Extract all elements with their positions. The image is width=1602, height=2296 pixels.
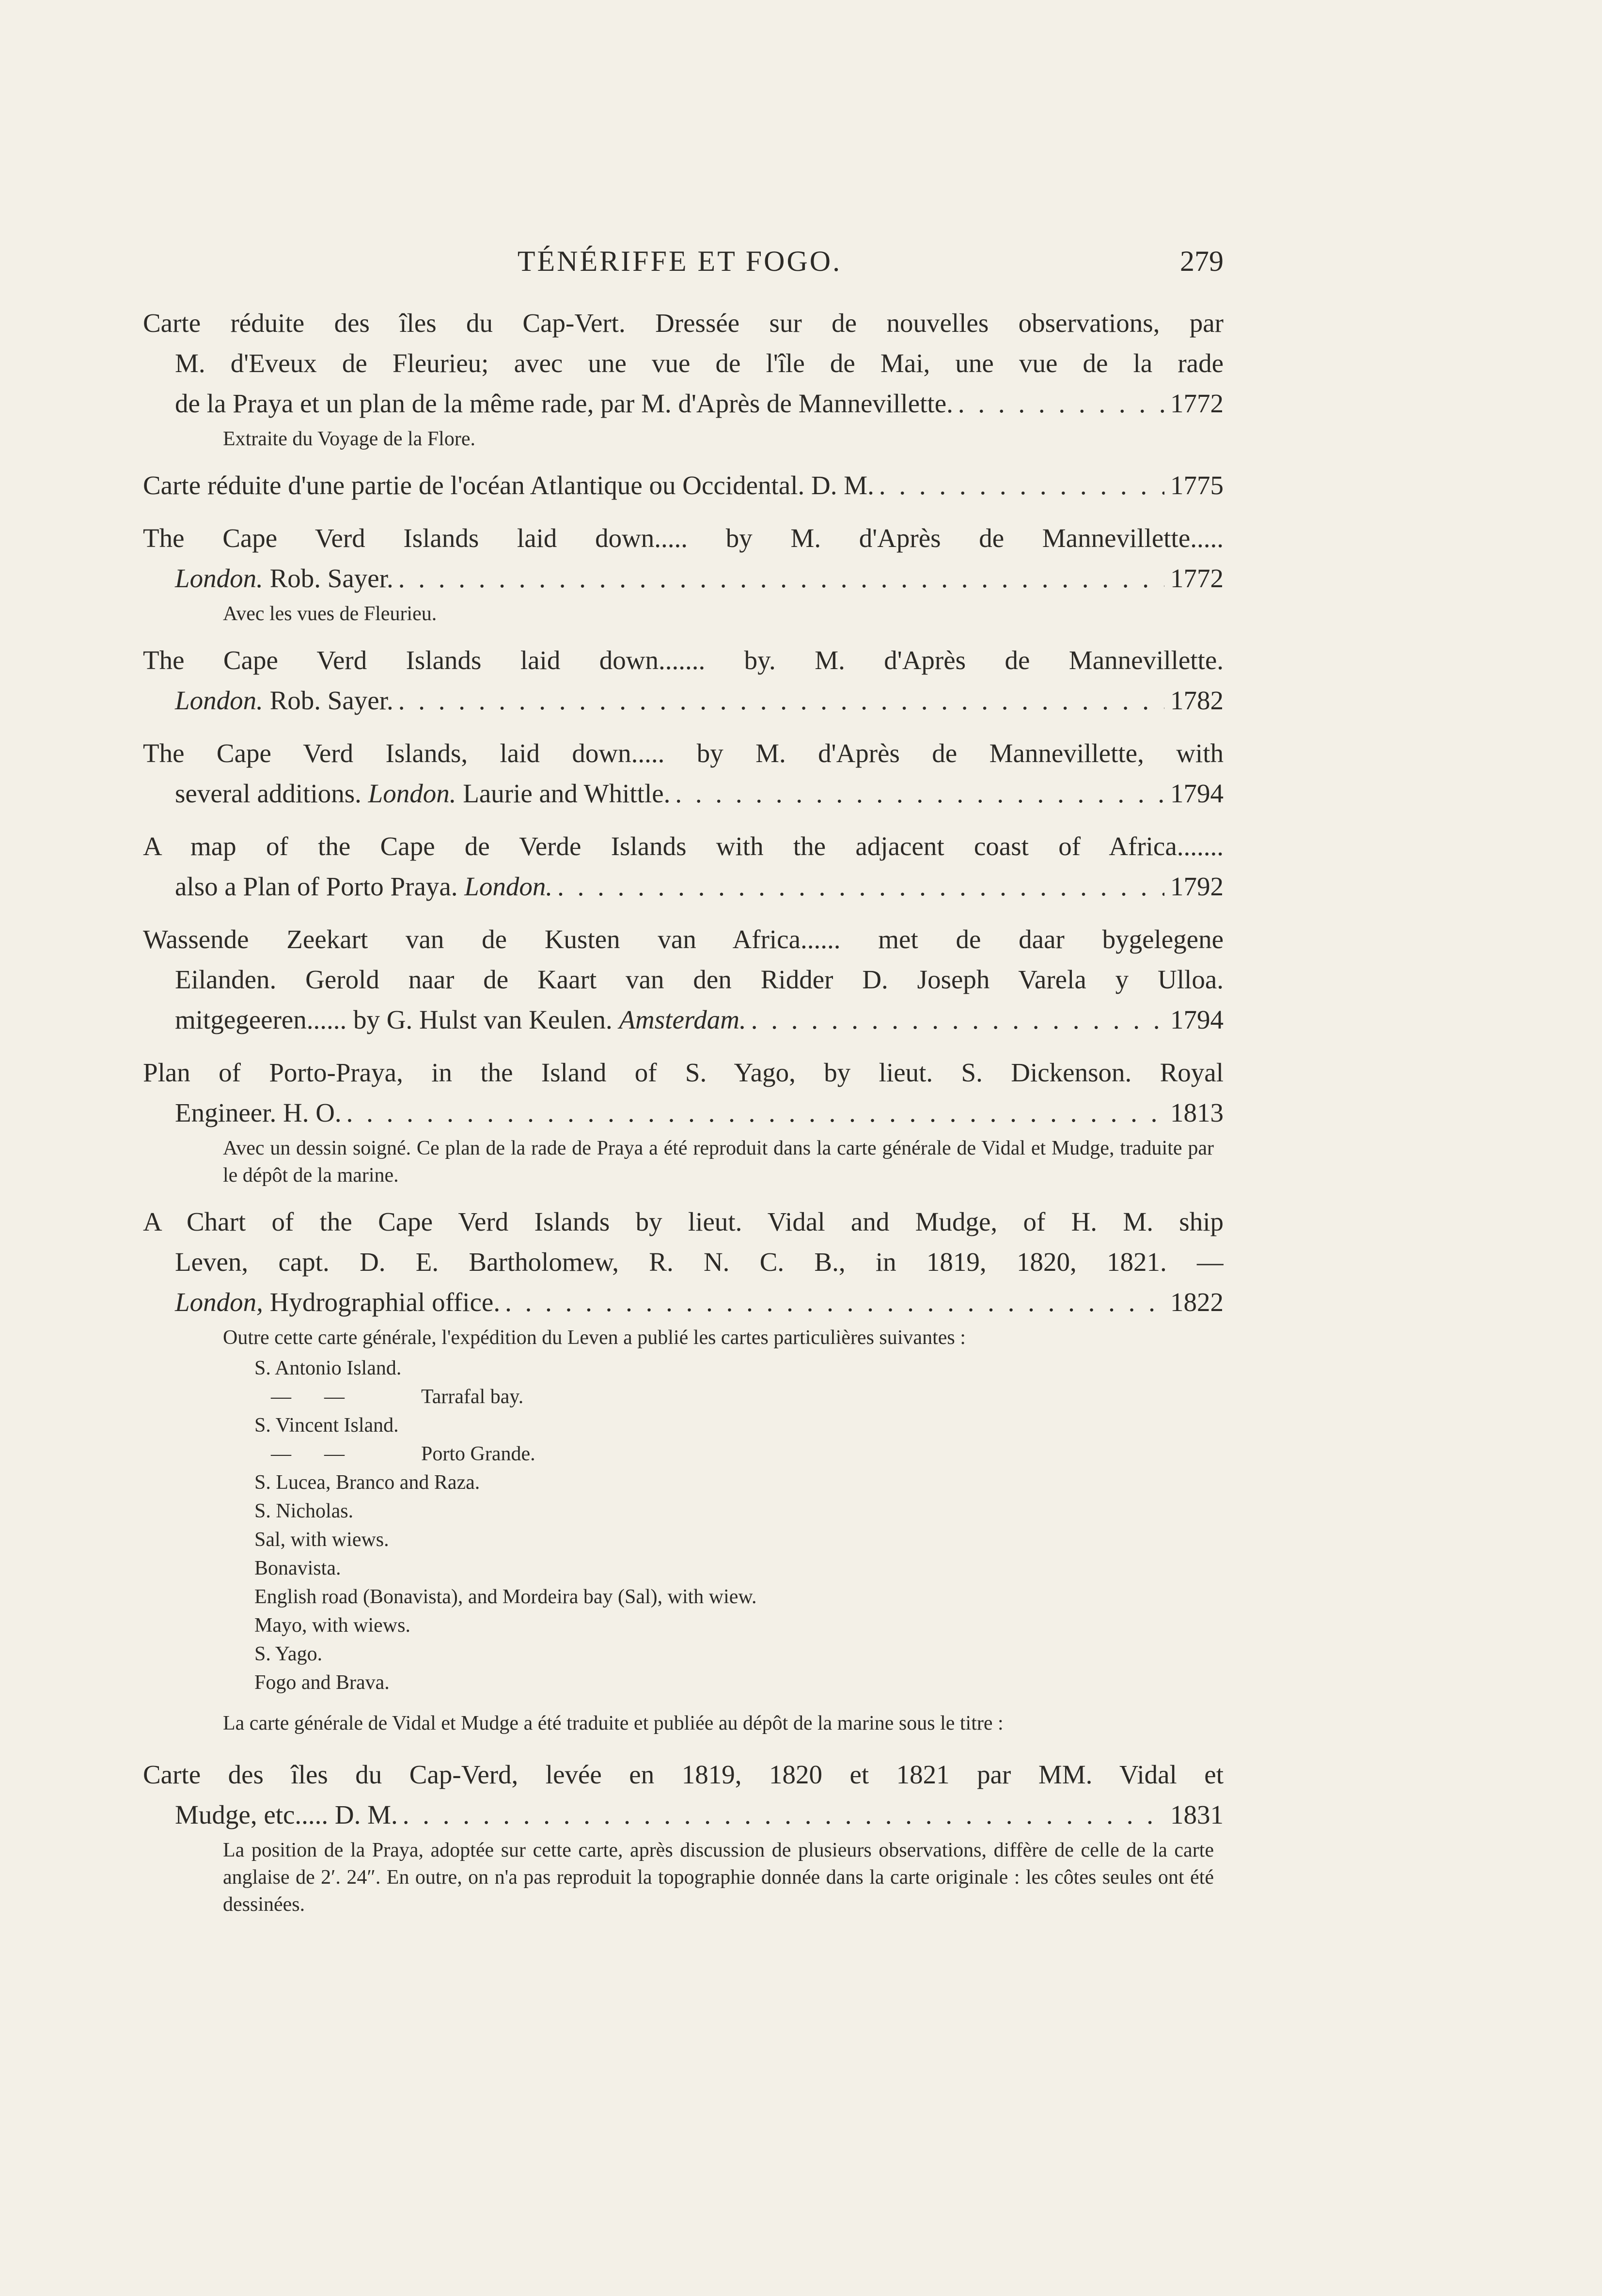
entry-text <box>175 1795 398 1835</box>
sublist-text: S. Vincent Island. <box>254 1414 399 1437</box>
entry-line: Wassende Zeekart van de Kusten van Africa...... met de daar bygelegene <box>143 924 1224 954</box>
entry-text-tail: Rob. Sayer. <box>263 563 393 593</box>
sublist-text: S. Yago. <box>254 1643 323 1665</box>
entry-place: London. <box>175 686 263 715</box>
entry-text <box>175 1282 500 1322</box>
sublist-item <box>254 1440 1224 1468</box>
sublist-text: S. Antonio Island. <box>254 1357 402 1379</box>
bibliography-entry <box>143 1754 1224 1918</box>
entry-year: 1794 <box>1170 1005 1224 1034</box>
page-header <box>136 245 1224 283</box>
entry-text <box>175 383 953 423</box>
ditto-dash: — <box>324 1386 345 1408</box>
entry-line: The Cape Verd Islands laid down....... by. M. d'Après de Mannevillette. <box>143 645 1224 675</box>
entry-year: 1813 <box>1170 1098 1224 1127</box>
bibliography-entry <box>143 640 1224 720</box>
entry-year: 1794 <box>1170 779 1224 808</box>
entry-text-lead: several additions. <box>175 779 368 808</box>
entry-last-line <box>143 1795 1224 1835</box>
bibliography-list <box>143 303 1224 1931</box>
entry-text-lead: also a Plan of Porto Praya. <box>175 872 465 901</box>
sublist-item <box>254 1411 1224 1440</box>
dot-leader <box>398 1795 1164 1835</box>
entry-text <box>175 558 393 598</box>
entry-place: London. <box>368 779 456 808</box>
entry-year: 1831 <box>1170 1800 1224 1829</box>
sublist-item <box>254 1354 1224 1383</box>
entry-text-tail: Engineer. H. O. <box>175 1098 342 1127</box>
entry-text <box>175 866 552 906</box>
dot-leader <box>393 680 1164 720</box>
entry-text <box>175 680 393 720</box>
entry-text <box>175 1000 746 1040</box>
sublist-item <box>254 1383 1224 1411</box>
entry-last-line <box>143 465 1224 505</box>
entry-line: Carte réduite des îles du Cap-Vert. Dressée sur de nouvelles observations, par <box>143 308 1224 338</box>
bibliography-entry <box>143 919 1224 1040</box>
entry-text-tail: Carte réduite d'une partie de l'océan Atlantique ou Occidental. D. M. <box>143 470 874 500</box>
dot-leader <box>342 1093 1164 1133</box>
entry-text-tail: Hydrographial office. <box>263 1287 501 1317</box>
running-title: TÉNÉRIFFE ET FOGO. <box>517 245 842 277</box>
bibliography-entry <box>143 1052 1224 1189</box>
chart-sublist <box>143 1354 1224 1697</box>
dot-leader <box>953 383 1164 423</box>
sublist-text: Fogo and Brava. <box>254 1671 390 1694</box>
sublist-item <box>254 1640 1224 1669</box>
entry-place: Amsterdam. <box>619 1005 746 1034</box>
page-number: 279 <box>1180 245 1224 277</box>
entry-last-line <box>143 1282 1224 1322</box>
entry-place: London. <box>464 872 553 901</box>
sublist-text: S. Lucea, Branco and Raza. <box>254 1471 480 1494</box>
entry-text <box>175 773 670 813</box>
sublist-text: Mayo, with wiews. <box>254 1614 410 1637</box>
entry-last-line <box>143 680 1224 720</box>
bibliography-entry <box>143 518 1224 627</box>
bibliography-entry <box>143 303 1224 453</box>
dot-leader <box>874 465 1164 505</box>
entry-year: 1822 <box>1170 1287 1224 1317</box>
sublist-item <box>254 1669 1224 1697</box>
bibliography-entry <box>143 1202 1224 1697</box>
bibliography-entry <box>143 733 1224 813</box>
entry-year: 1782 <box>1170 686 1224 715</box>
entry-text <box>175 1093 342 1133</box>
ditto-dash: — <box>271 1443 291 1465</box>
sublist-item <box>254 1611 1224 1640</box>
entry-text-tail: Mudge, etc..... D. M. <box>175 1800 398 1829</box>
sublist-text: Bonavista. <box>254 1557 341 1579</box>
sublist-text: Tarrafal bay. <box>421 1386 524 1408</box>
entry-line: Carte des îles du Cap-Verd, levée en 1819, 1820 et 1821 par MM. Vidal et <box>143 1760 1224 1789</box>
entry-text <box>143 465 874 505</box>
entry-year: 1772 <box>1170 563 1224 593</box>
dot-leader <box>500 1282 1164 1322</box>
sublist-text: English road (Bonavista), and Mordeira bay (Sal), with wiew. <box>254 1586 757 1608</box>
entry-note: Avec les vues de Fleurieu. <box>223 603 437 625</box>
ditto-dash: — <box>271 1386 291 1408</box>
entry-last-line <box>143 558 1224 598</box>
entry-line: Eilanden. Gerold naar de Kaart van den Ridder D. Joseph Varela y Ulloa. <box>175 965 1224 994</box>
sublist-item <box>254 1583 1224 1611</box>
dot-leader <box>746 1000 1164 1040</box>
sublist-item <box>254 1554 1224 1583</box>
entry-last-line <box>143 1093 1224 1133</box>
trailing-note: La carte générale de Vidal et Mudge a été traduite et publiée au dépôt de la marine sous le titre : <box>223 1712 1004 1734</box>
entry-last-line <box>143 866 1224 906</box>
sublist-text: S. Nicholas. <box>254 1500 354 1522</box>
sublist-item <box>254 1497 1224 1526</box>
entry-line: M. d'Eveux de Fleurieu; avec une vue de l'île de Mai, une vue de la rade <box>175 348 1224 378</box>
bibliography-entry <box>143 826 1224 906</box>
entry-text-tail: Laurie and Whittle. <box>456 779 671 808</box>
dot-leader <box>393 558 1164 598</box>
bibliography-entry <box>143 465 1224 505</box>
sublist-item <box>254 1526 1224 1554</box>
entry-note: Avec un dessin soigné. Ce plan de la rade de Praya a été reproduit dans la carte générale de Vidal et Mudge, traduite par le dépôt de la marine. <box>223 1137 1214 1187</box>
sublist-item <box>254 1468 1224 1497</box>
dot-leader <box>552 866 1164 906</box>
entry-last-line <box>143 1000 1224 1040</box>
entry-year: 1772 <box>1170 389 1224 418</box>
entry-text-tail: Rob. Sayer. <box>263 686 393 715</box>
entry-note: La position de la Praya, adoptée sur cette carte, après discussion de plusieurs observations, diffère de celle de la carte anglaise de 2′. 24″. En outre, on n'a pas reproduit la topographie donnée dans la carte originale : les côtes seules ont été dessinées. <box>223 1839 1214 1916</box>
entry-text-lead: mitgegeeren...... by G. Hulst van Keulen. <box>175 1005 619 1034</box>
entry-note: Outre cette carte générale, l'expédition du Leven a publié les cartes particulières suivantes : <box>223 1327 966 1349</box>
entry-last-line <box>143 773 1224 813</box>
entry-line: The Cape Verd Islands laid down..... by M. d'Après de Mannevillette..... <box>143 523 1224 553</box>
entry-year: 1792 <box>1170 872 1224 901</box>
sublist-text: Sal, with wiews. <box>254 1529 389 1551</box>
dot-leader <box>670 773 1164 813</box>
entry-last-line <box>143 383 1224 423</box>
entry-line: Plan of Porto-Praya, in the Island of S. Yago, by lieut. S. Dickenson. Royal <box>143 1058 1224 1087</box>
entry-text-tail: de la Praya et un plan de la même rade, par M. d'Après de Mannevillette. <box>175 389 953 418</box>
entry-line: Leven, capt. D. E. Bartholomew, R. N. C. B., in 1819, 1820, 1821. — <box>175 1247 1224 1277</box>
sublist-text: Porto Grande. <box>421 1443 535 1465</box>
entry-line: A map of the Cape de Verde Islands with the adjacent coast of Africa....... <box>143 831 1224 861</box>
entry-line: A Chart of the Cape Verd Islands by lieut. Vidal and Mudge, of H. M. ship <box>143 1207 1224 1236</box>
entry-year: 1775 <box>1170 470 1224 500</box>
entry-note: Extraite du Voyage de la Flore. <box>223 428 475 450</box>
entry-place: London. <box>175 563 263 593</box>
entry-line: The Cape Verd Islands, laid down..... by M. d'Après de Mannevillette, with <box>143 738 1224 768</box>
entry-place: London, <box>175 1287 263 1317</box>
ditto-dash: — <box>324 1443 345 1465</box>
